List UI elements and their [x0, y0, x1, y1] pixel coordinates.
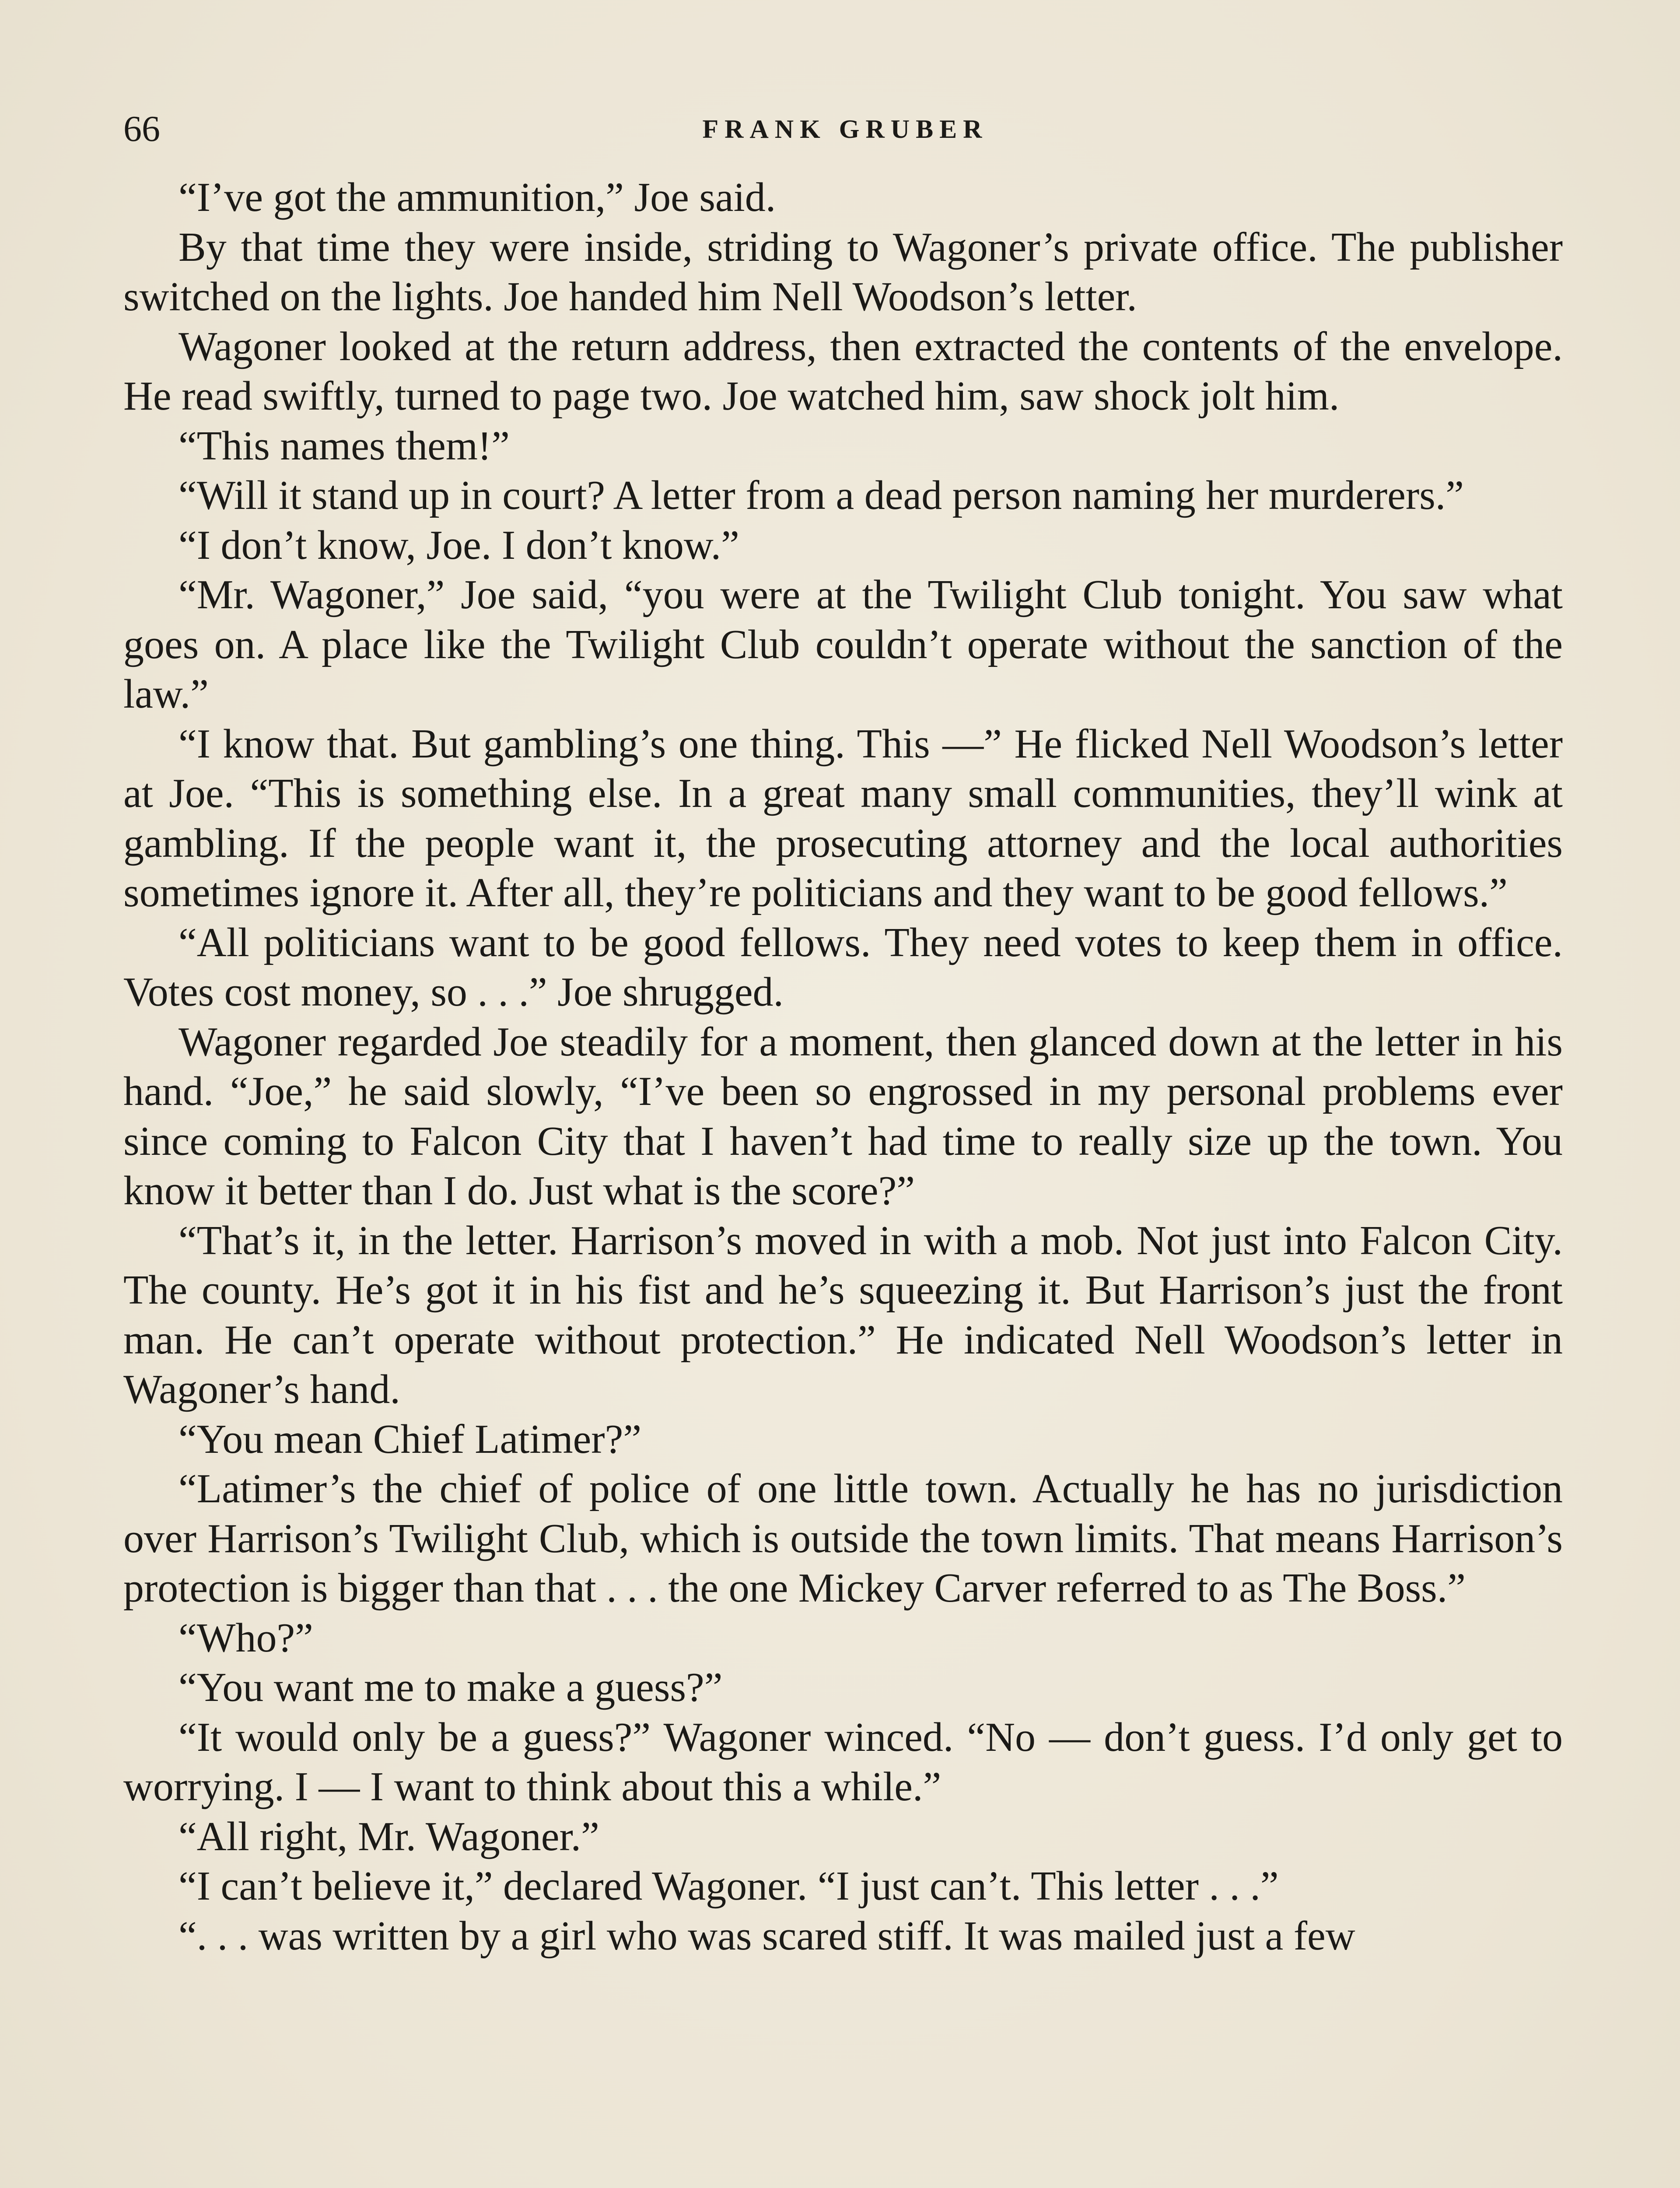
paragraph: “That’s it, in the letter. Harrison’s moved in with a mob. Not just into Falcon City. The county. He’s got it in his fist and he’s squeezing it. But Harrison’s just the front man. He can’t operate without protection.” He indicated Nell Woodson’s letter in Wagoner’s hand. — [123, 1217, 1563, 1412]
paragraph: “Will it stand up in court? A letter from a dead person naming her murderers.” — [178, 473, 1464, 518]
paragraph: “You want me to make a guess?” — [178, 1665, 723, 1710]
paragraph: “I don’t know, Joe. I don’t know.” — [178, 522, 739, 568]
paragraph: “You mean Chief Latimer?” — [178, 1416, 642, 1462]
paragraph: “All right, Mr. Wagoner.” — [178, 1813, 599, 1859]
paragraph: “I know that. But gambling’s one thing. This —” He flicked Nell Woodson’s letter at Joe. “This is something else. In a great many small communities, they’ll wink at gambling. If the people want it, the prosecuting attorney and the local authorities sometimes ignore it. After all, they’re politicians and they want to be good fellows.” — [123, 721, 1563, 915]
paragraph: “All politicians want to be good fellows. They need votes to keep them in office. Votes cost money, so . . .” Joe shrugged. — [123, 919, 1563, 1015]
paragraph: “Who?” — [178, 1615, 313, 1661]
paragraph: “It would only be a guess?” Wagoner winced. “No — don’t guess. I’d only get to worrying. I — I want to think about this a while.” — [123, 1714, 1563, 1809]
body-text — [123, 173, 1563, 1961]
page-number: 66 — [123, 109, 160, 149]
running-head: FRANK GRUBER — [702, 115, 988, 144]
paragraph: “I’ve got the ammunition,” Joe said. — [178, 175, 776, 220]
paragraph: Wagoner looked at the return address, then extracted the contents of the envelope. He read swiftly, turned to page two. Joe watched him, saw shock jolt him. — [123, 323, 1563, 419]
paragraph: “Latimer’s the chief of police of one little town. Actually he has no jurisdiction over Harrison’s Twilight Club, which is outside the town limits. That means Harrison’s protection is bigger than that . . . the one Mickey Carver referred to as The Boss.” — [123, 1466, 1563, 1611]
paragraph: By that time they were inside, striding to Wagoner’s private office. The publisher switched on the lights. Joe handed him Nell Woodson’s letter. — [123, 224, 1563, 319]
page-header — [123, 98, 1567, 160]
paragraph: “This names them!” — [178, 423, 510, 469]
paragraph: “I can’t believe it,” declared Wagoner. “I just can’t. This letter . . .” — [178, 1863, 1279, 1909]
paragraph: “. . . was written by a girl who was scared stiff. It was mailed just a few — [178, 1913, 1355, 1959]
paragraph: Wagoner regarded Joe steadily for a moment, then glanced down at the letter in his hand. “Joe,” he said slowly, “I’ve been so engrossed in my personal problems ever since coming to Falcon City that I haven’t had time to really size up the town. You know it better than I do. Just what is the score?” — [123, 1019, 1563, 1213]
paragraph: “Mr. Wagoner,” Joe said, “you were at the Twilight Club tonight. You saw what goes on. A place like the Twilight Club couldn’t operate without the sanction of the law.” — [123, 572, 1563, 717]
